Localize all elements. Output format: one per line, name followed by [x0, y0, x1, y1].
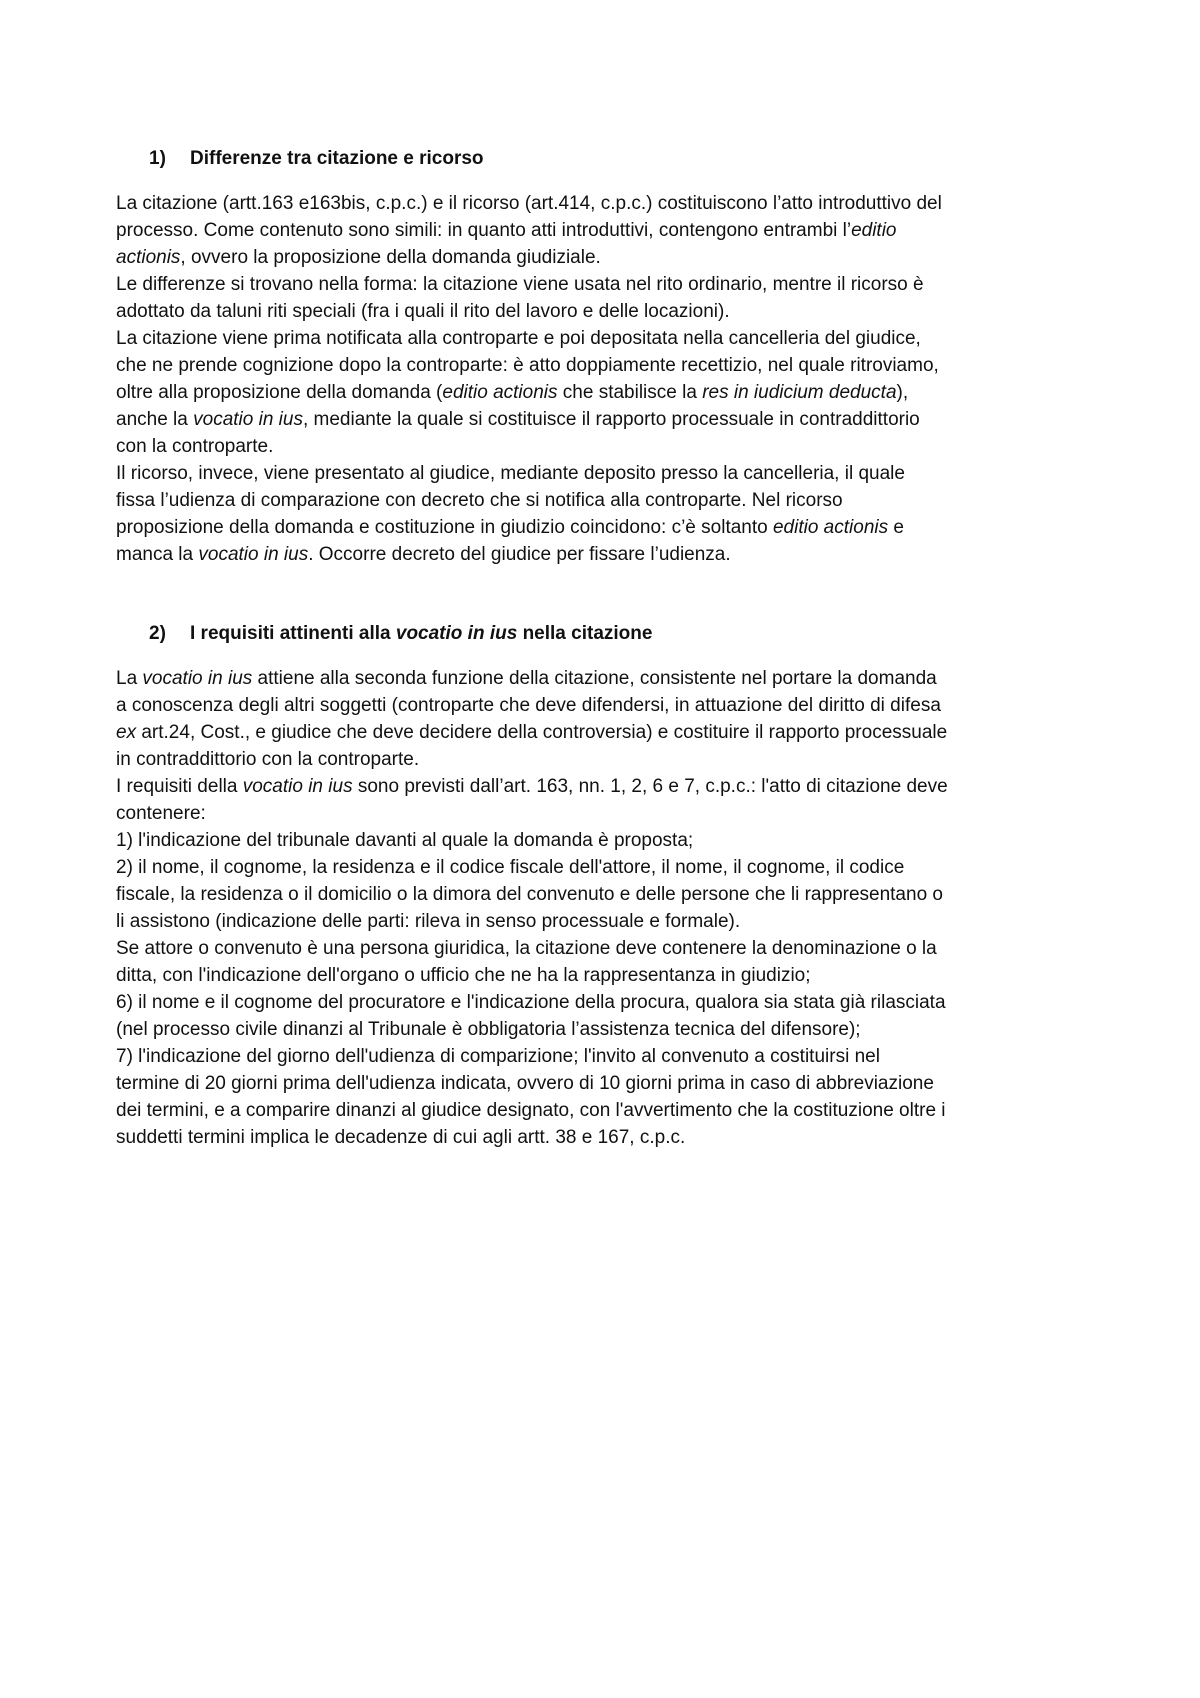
italic-term: editio actionis [772, 517, 889, 538]
text-line: manca la vocatio in ius. Occorre decreto del giudice per fissare l’udienza. [116, 544, 731, 565]
section-1-body [116, 190, 1106, 568]
text-line: ditta, con l'indicazione dell'organo o ufficio che ne ha la rappresentanza in giudizio; [116, 965, 811, 986]
italic-term: vocatio in ius [198, 544, 309, 565]
text-line: li assistono (indicazione delle parti: rileva in senso processuale e formale). [116, 911, 741, 932]
text-line: anche la vocatio in ius, mediante la quale si costituisce il rapporto processuale in contraddittorio [116, 409, 920, 430]
italic-term: editio [851, 220, 897, 241]
italic-term: vocatio in ius [242, 776, 353, 797]
text-line: termine di 20 giorni prima dell'udienza indicata, ovvero di 10 giorni prima in caso di abbreviazione [116, 1073, 934, 1094]
text-line: La citazione viene prima notificata alla controparte e poi depositata nella cancelleria del giudice, [116, 328, 921, 349]
section-2-body [116, 665, 1106, 1151]
section-number: 2) [149, 623, 166, 644]
text-line: 6) il nome e il cognome del procuratore e l'indicazione della procura, qualora sia stata già rilasciata [116, 992, 946, 1013]
text-line: con la controparte. [116, 436, 274, 457]
text-line: a conoscenza degli altri soggetti (controparte che deve difendersi, in attuazione del diritto di difesa [116, 695, 941, 716]
italic-term: editio actionis [442, 382, 558, 403]
italic-term: ex [116, 722, 137, 743]
document-content [116, 145, 1106, 1151]
text-line: La citazione (artt.163 e163bis, c.p.c.) e il ricorso (art.414, c.p.c.) costituiscono l’atto introduttivo del [116, 193, 942, 214]
section-title: Differenze tra citazione e ricorso [190, 148, 484, 169]
text-line: Se attore o convenuto è una persona giuridica, la citazione deve contenere la denominazione o la [116, 938, 937, 959]
text-line: La vocatio in ius attiene alla seconda funzione della citazione, consistente nel portare la domanda [116, 668, 937, 689]
text-line: actionis, ovvero la proposizione della domanda giudiziale. [116, 247, 601, 268]
text-line: fissa l’udienza di comparazione con decreto che si notifica alla controparte. Nel ricorso [116, 490, 843, 511]
text-line: ex art.24, Cost., e giudice che deve decidere della controversia) e costituire il rapporto processuale [116, 722, 948, 743]
text-line: in contraddittorio con la controparte. [116, 749, 420, 770]
italic-term: vocatio in ius [395, 623, 518, 644]
section-title: I requisiti attinenti alla vocatio in ius nella citazione [190, 623, 653, 644]
text-line: 7) l'indicazione del giorno dell'udienza di comparizione; l'invito al convenuto a costituirsi nel [116, 1046, 880, 1067]
section-number: 1) [149, 148, 166, 169]
text-line: Le differenze si trovano nella forma: la citazione viene usata nel rito ordinario, mentre il ricorso è [116, 274, 924, 295]
text-line: fiscale, la residenza o il domicilio o la dimora del convenuto e delle persone che li rappresentano o [116, 884, 943, 905]
text-line: Il ricorso, invece, viene presentato al giudice, mediante deposito presso la cancelleria, il quale [116, 463, 905, 484]
text-line: (nel processo civile dinanzi al Tribunale è obbligatoria l’assistenza tecnica del difensore); [116, 1019, 861, 1040]
italic-term: res in iudicium deducta [702, 382, 897, 403]
text-line: proposizione della domanda e costituzione in giudizio coincidono: c’è soltanto editio actionis e [116, 517, 904, 538]
italic-term: vocatio in ius [193, 409, 303, 430]
section-heading-1 [149, 145, 1106, 172]
italic-term: vocatio in ius [142, 668, 253, 689]
text-line: suddetti termini implica le decadenze di cui agli artt. 38 e 167, c.p.c. [116, 1127, 686, 1148]
text-line: contenere: [116, 803, 206, 824]
text-line: oltre alla proposizione della domanda (editio actionis che stabilisce la res in iudicium deducta), [116, 382, 909, 403]
text-line: 2) il nome, il cognome, la residenza e il codice fiscale dell'attore, il nome, il cognome, il codice [116, 857, 905, 878]
text-line: che ne prende cognizione dopo la controparte: è atto doppiamente recettizio, nel quale ritroviamo, [116, 355, 939, 376]
text-line: I requisiti della vocatio in ius sono previsti dall’art. 163, nn. 1, 2, 6 e 7, c.p.c.: l'atto di citazione deve [116, 776, 948, 797]
text-line: 1) l'indicazione del tribunale davanti al quale la domanda è proposta; [116, 830, 694, 851]
italic-term: actionis [116, 247, 181, 268]
text-line: dei termini, e a comparire dinanzi al giudice designato, con l'avvertimento che la costituzione oltre i [116, 1100, 946, 1121]
text-line: adottato da taluni riti speciali (fra i quali il rito del lavoro e delle locazioni). [116, 301, 730, 322]
text-line: processo. Come contenuto sono simili: in quanto atti introduttivi, contengono entrambi l’editio [116, 220, 897, 241]
section-heading-2 [149, 620, 1106, 647]
